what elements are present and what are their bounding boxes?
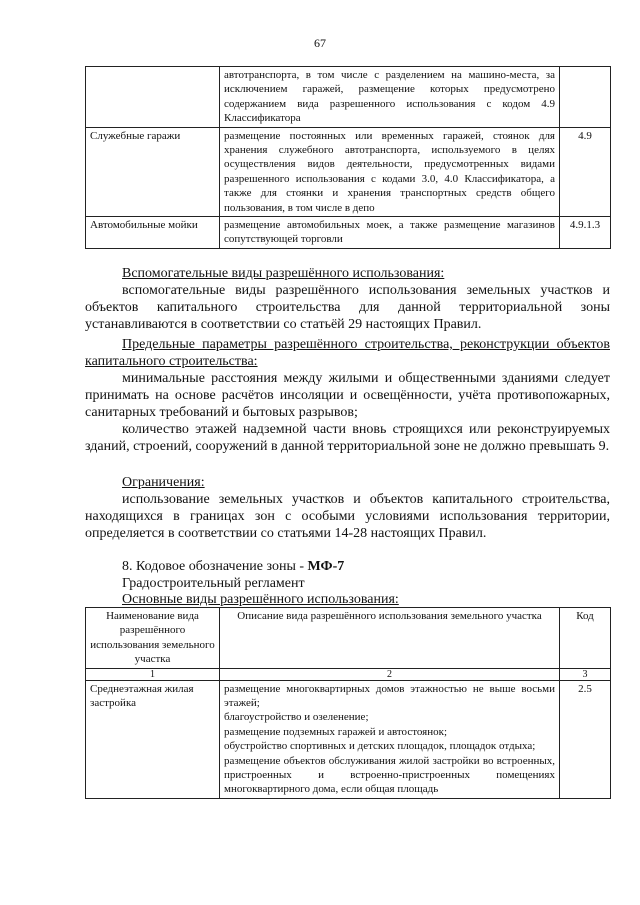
use-code-cell: 4.9.1.3 <box>560 217 611 249</box>
limits-text-floors: количество этажей надземной части вновь строящихся или реконструируемых зданий, строений, сооружений в данной территориальной зоне не должно превышать 9. <box>85 422 610 454</box>
restrictions-text: использование земельных участков и объектов капитального строительства, находящихся в границах зон с особыми условиями использования территории, определяется в соответствии со статьями 14-28 настоящих Правил. <box>85 492 610 541</box>
column-number: 1 <box>86 668 220 680</box>
column-number: 2 <box>220 668 560 680</box>
column-header-name: Наименование вида разрешённого использования земельного участка <box>86 608 220 669</box>
limits-section <box>85 336 610 455</box>
description-line: обустройство спортивных и детских площадок, площадок отдыха; <box>224 740 536 753</box>
aux-uses-heading: Вспомогательные виды разрешённого использования: <box>122 266 445 281</box>
use-code-cell <box>560 67 611 128</box>
main-uses-heading: Основные виды разрешённого использования: <box>122 592 399 607</box>
use-name-cell: Автомобильные мойки <box>86 217 220 249</box>
use-description-cell: размещение автомобильных моек, а также размещение магазинов сопутствующей торговли <box>220 217 560 249</box>
table-row <box>86 67 611 128</box>
use-name-cell: Служебные гаражи <box>86 127 220 216</box>
permitted-uses-table-continued <box>85 66 611 249</box>
table-row <box>86 217 611 249</box>
use-description-cell: размещение постоянных или временных гаражей, стоянок для хранения служебного автотранспорта, используемого в целях осуществления видов деятельности, предусмотренных видами разрешенного использования с кодами 3.0, 4.0 Классификатора, а также для стоянки и хранения транспортных средств общего пользования, в том числе в депо <box>220 127 560 216</box>
column-header-code: Код <box>560 608 611 669</box>
column-number: 3 <box>560 668 611 680</box>
use-code-cell: 2.5 <box>560 680 611 798</box>
zone-code: МФ-7 <box>307 559 345 574</box>
limits-heading: Предельные параметры разрешённого строительства, реконструкции объектов капитального строительства: <box>85 337 610 369</box>
aux-uses-text: вспомогательные виды разрешённого использования земельных участков и объектов капитального строительства для данной территориальной зоны устанавливаются в соответствии со статьёй 29 настоящих Правил. <box>85 283 610 332</box>
description-line: благоустройство и озеленение; <box>224 711 369 724</box>
use-description-cell: автотранспорта, в том числе с разделением на машино-места, за исключением гаражей, размещение которых предусмотрено содержанием вида разрешенного использования с кодом 4.9 Классификатора <box>220 67 560 128</box>
column-header-description: Описание вида разрешённого использования земельного участка <box>220 608 560 669</box>
restrictions-section <box>85 474 610 542</box>
zone-title <box>122 558 344 575</box>
restrictions-heading: Ограничения: <box>122 475 205 490</box>
table-row <box>86 127 611 216</box>
main-permitted-uses-table <box>85 607 611 799</box>
use-name-cell <box>86 67 220 128</box>
use-description-cell <box>220 680 560 798</box>
description-line: размещение многоквартирных домов этажностью не выше восьми этажей; <box>224 682 555 710</box>
description-line: размещение подземных гаражей и автостоянок; <box>224 725 447 738</box>
description-line: размещение объектов обслуживания жилой застройки во встроенных, пристроенных и встроенно-пристроенных помещениях многоквартирного дома, если общая площадь <box>224 754 555 796</box>
limits-text-distances: минимальные расстояния между жилыми и общественными зданиями следует принимать на основе расчётов инсоляции и освещённости, учёта противопожарных, санитарных требований и бытовых разрывов; <box>85 371 610 420</box>
use-name-cell: Среднеэтажная жилая застройка <box>86 680 220 798</box>
aux-uses-section <box>85 265 610 333</box>
zone-regulation: Градостроительный регламент <box>122 576 305 591</box>
table-header-row <box>86 608 611 669</box>
zone-title-prefix: 8. Кодовое обозначение зоны - <box>122 559 308 574</box>
page-number: 67 <box>314 36 326 50</box>
use-code-cell: 4.9 <box>560 127 611 216</box>
column-number-row <box>86 668 611 680</box>
table-row <box>86 680 611 798</box>
